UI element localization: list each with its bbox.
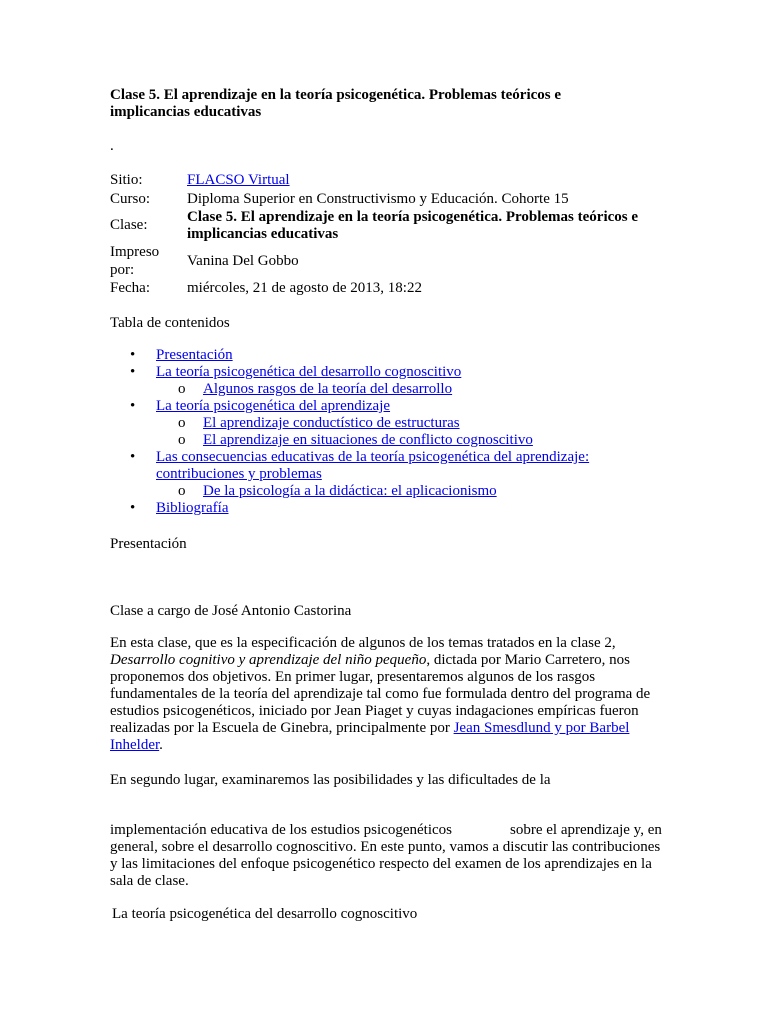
circle-bullet-icon: o (178, 483, 186, 499)
paragraph-implementacion-text-2: sobre el aprendizaje y, en general, sobre el desarrollo cognoscitivo. En este punto, vamos a discutir las contribuciones y las limitaciones del enfoque psicogenético respecto del examen de los aprendizajes en la sala de clase. (110, 822, 662, 889)
toc-item (130, 449, 650, 483)
fecha-label: Fecha: (110, 280, 150, 296)
impreso-value: Vanina Del Gobbo (187, 253, 299, 269)
toc-item (130, 415, 650, 432)
paragraph-implementacion-text: implementación educativa de los estudios psicogenéticos (110, 822, 452, 838)
bullet-icon: • (130, 449, 136, 465)
curso-label: Curso: (110, 191, 151, 207)
impreso-label-2: por: (110, 262, 135, 278)
inhelder-link[interactable]: Jean Smesdlund y por Barbel Inhelder (110, 720, 630, 753)
circle-bullet-icon: o (178, 432, 186, 448)
toc-link-bibliografia[interactable]: Bibliografía (156, 500, 229, 516)
toc-heading: Tabla de contenidos (110, 315, 230, 331)
curso-value: Diploma Superior en Constructivismo y Educación. Cohorte 15 (187, 191, 569, 207)
toc-link-conflicto-cognoscitivo[interactable]: El aprendizaje en situaciones de conflicto cognoscitivo (203, 432, 533, 448)
toc-item (130, 432, 650, 449)
toc-link-aplicacionismo[interactable]: De la psicología a la didáctica: el aplicacionismo (203, 483, 497, 499)
document-title: Clase 5. El aprendizaje en la teoría psicogenética. Problemas teóricos e implicancias educativas (110, 87, 562, 120)
toc-item (130, 398, 650, 415)
paragraph-implementacion (110, 822, 662, 890)
fecha-value: miércoles, 21 de agosto de 2013, 18:22 (187, 280, 422, 296)
toc-item (130, 500, 650, 517)
bullet-icon: • (130, 364, 136, 380)
paragraph-segundo: En segundo lugar, examinaremos las posibilidades y las dificultades de la (110, 772, 551, 788)
separator-dot: . (110, 138, 114, 154)
bullet-icon: • (130, 398, 136, 414)
sitio-link[interactable]: FLACSO Virtual (187, 172, 290, 188)
author-line: Clase a cargo de José Antonio Castorina (110, 603, 352, 619)
paragraph-intro-text: En esta clase, que es la especificación de algunos de los temas tratados en la clase 2, (110, 635, 616, 651)
toc-item (130, 364, 650, 381)
toc-link-teoria-aprendizaje[interactable]: La teoría psicogenética del aprendizaje (156, 398, 391, 414)
toc-item (130, 347, 650, 364)
toc-link-consecuencias[interactable]: Las consecuencias educativas de la teoría psicogenética del aprendizaje: contribuciones y problemas (156, 449, 590, 482)
bullet-icon: • (130, 347, 136, 363)
paragraph-intro-text-2: , dictada por Mario Carretero, nos proponemos dos objetivos. En primer lugar, presentaremos algunos de los rasgos fundamentales de la teoría del aprendizaje tal como fue formulada dentro del programa de estudios psicogenéticos, iniciado por Jean Piaget y cuyas indagaciones empíricas fueron realizadas por la Escuela de Ginebra, principalmente por (110, 652, 651, 736)
toc-item (130, 381, 650, 398)
bullet-icon: • (130, 500, 136, 516)
section-heading: La teoría psicogenética del desarrollo cognoscitivo (112, 906, 418, 922)
presentacion-heading: Presentación (110, 536, 187, 552)
clase-value: Clase 5. El aprendizaje en la teoría psicogenética. Problemas teóricos e implicancias educativas (187, 209, 639, 242)
toc-list (130, 347, 650, 517)
toc-link-teoria-desarrollo[interactable]: La teoría psicogenética del desarrollo cognoscitivo (156, 364, 462, 380)
toc-item (130, 483, 650, 500)
sitio-label: Sitio: (110, 172, 143, 188)
circle-bullet-icon: o (178, 415, 186, 431)
toc-link-algunos-rasgos[interactable]: Algunos rasgos de la teoría del desarrollo (203, 381, 453, 397)
paragraph-intro-end: . (159, 737, 163, 753)
paragraph-intro-italic: Desarrollo cognitivo y aprendizaje del niño pequeño (110, 652, 427, 668)
clase-label: Clase: (110, 217, 148, 233)
toc-link-aprendizaje-conductistico[interactable]: El aprendizaje conductístico de estructuras (203, 415, 460, 431)
impreso-label-1: Impreso (110, 244, 160, 260)
paragraph-intro (110, 635, 655, 754)
toc-link-presentacion[interactable]: Presentación (156, 347, 233, 363)
circle-bullet-icon: o (178, 381, 186, 397)
